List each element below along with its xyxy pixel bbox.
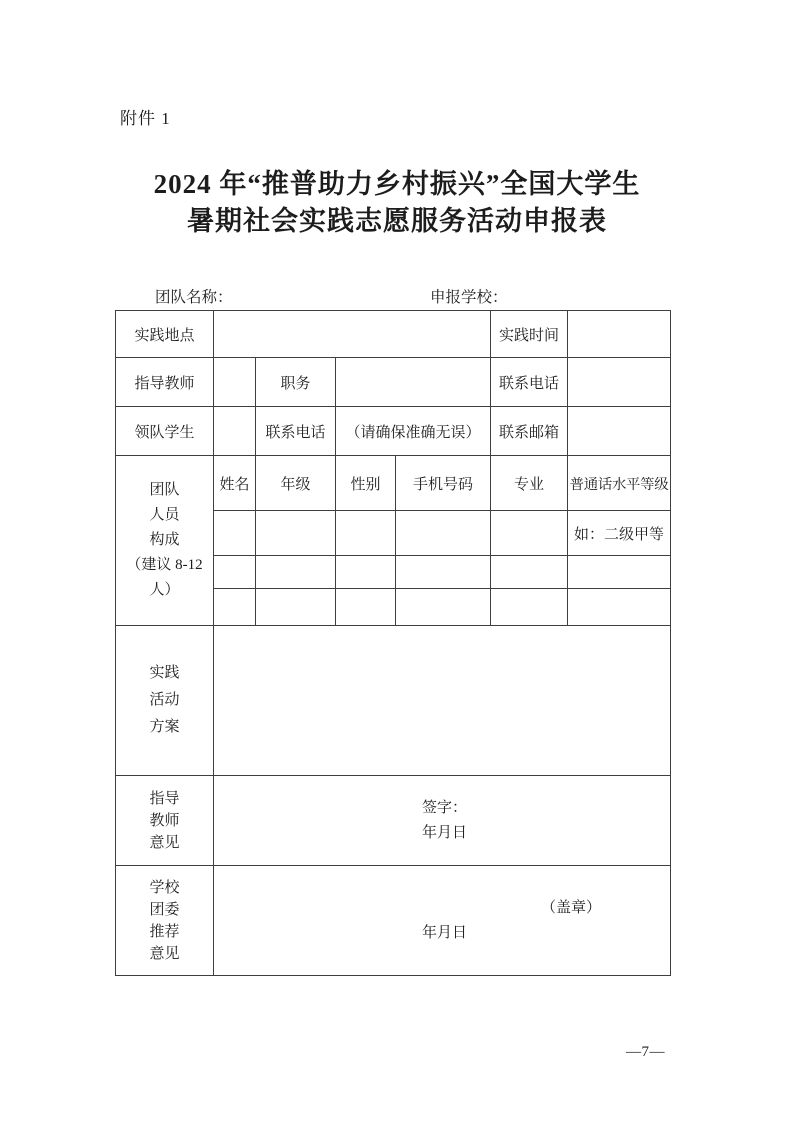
advisor-phone-value-cell <box>568 358 671 407</box>
team-header-gender: 性别 <box>336 456 396 511</box>
committee-opinion-content-cell <box>214 866 671 976</box>
row-team-members-header <box>116 456 671 511</box>
signature-block <box>214 796 670 846</box>
leader-label: 领队学生 <box>116 407 214 456</box>
seal-label: （盖章） <box>541 899 602 916</box>
signature-label: 签字： <box>422 799 468 816</box>
row-advisor <box>116 358 671 407</box>
team-header-grade: 年级 <box>256 456 336 511</box>
member-major-cell <box>491 556 568 589</box>
team-header-major: 专业 <box>491 456 568 511</box>
member-putonghua-cell <box>568 556 671 589</box>
leader-phone-label: 联系电话 <box>256 407 336 456</box>
member-mobile-cell <box>396 511 491 556</box>
committee-opinion-label: 学校 团委 推荐 意见 <box>116 866 214 976</box>
member-major-cell <box>491 511 568 556</box>
member-gender-cell <box>336 511 396 556</box>
team-composition-label: 团队 人员 构成 （建议 8-12 人） <box>116 456 214 626</box>
team-name-label: 团队名称： <box>155 289 233 306</box>
advisor-name-cell <box>214 358 256 407</box>
advisor-phone-label: 联系电话 <box>491 358 568 407</box>
page-title-line1: 2024 年“推普助力乡村振兴”全国大学生 <box>153 169 641 199</box>
leader-phone-note: （请确保准确无误） <box>336 407 491 456</box>
member-putonghua-cell <box>568 589 671 626</box>
practice-location-label: 实践地点 <box>116 311 214 358</box>
activity-plan-content-cell <box>214 626 671 776</box>
putonghua-example-cell: 如：二级甲等 <box>568 511 671 556</box>
row-committee-opinion <box>116 866 671 976</box>
row-practice-location <box>116 311 671 358</box>
form-header-row <box>0 285 794 305</box>
member-mobile-cell <box>396 556 491 589</box>
member-grade-cell <box>256 556 336 589</box>
team-header-mobile: 手机号码 <box>396 456 491 511</box>
team-header-putonghua-level: 普通话水平等级 <box>568 456 671 511</box>
team-header-name: 姓名 <box>214 456 256 511</box>
leader-email-value-cell <box>568 407 671 456</box>
leader-email-label: 联系邮箱 <box>491 407 568 456</box>
member-name-cell <box>214 511 256 556</box>
practice-time-label: 实践时间 <box>491 311 568 358</box>
attachment-label: 附件 1 <box>120 109 171 128</box>
advisor-duty-label: 职务 <box>256 358 336 407</box>
page-number: —7— <box>626 1044 665 1060</box>
application-form-table <box>115 310 671 976</box>
leader-name-cell <box>214 407 256 456</box>
teacher-opinion-label: 指导 教师 意见 <box>116 776 214 866</box>
member-mobile-cell <box>396 589 491 626</box>
date-label: 年月日 <box>422 824 468 841</box>
school-label: 申报学校： <box>430 289 508 306</box>
member-name-cell <box>214 589 256 626</box>
page-title-line2: 暑期社会实践志愿服务活动申报表 <box>187 206 607 236</box>
row-activity-plan <box>116 626 671 776</box>
page-title <box>0 166 794 240</box>
teacher-opinion-content-cell <box>214 776 671 866</box>
member-major-cell <box>491 589 568 626</box>
member-grade-cell <box>256 589 336 626</box>
activity-plan-label: 实践 活动 方案 <box>116 626 214 776</box>
member-gender-cell <box>336 556 396 589</box>
advisor-duty-value-cell <box>336 358 491 407</box>
row-team-leader <box>116 407 671 456</box>
date-label: 年月日 <box>422 924 468 941</box>
advisor-label: 指导教师 <box>116 358 214 407</box>
member-grade-cell <box>256 511 336 556</box>
row-teacher-opinion <box>116 776 671 866</box>
member-name-cell <box>214 556 256 589</box>
practice-location-value-cell <box>214 311 491 358</box>
member-gender-cell <box>336 589 396 626</box>
practice-time-value-cell <box>568 311 671 358</box>
